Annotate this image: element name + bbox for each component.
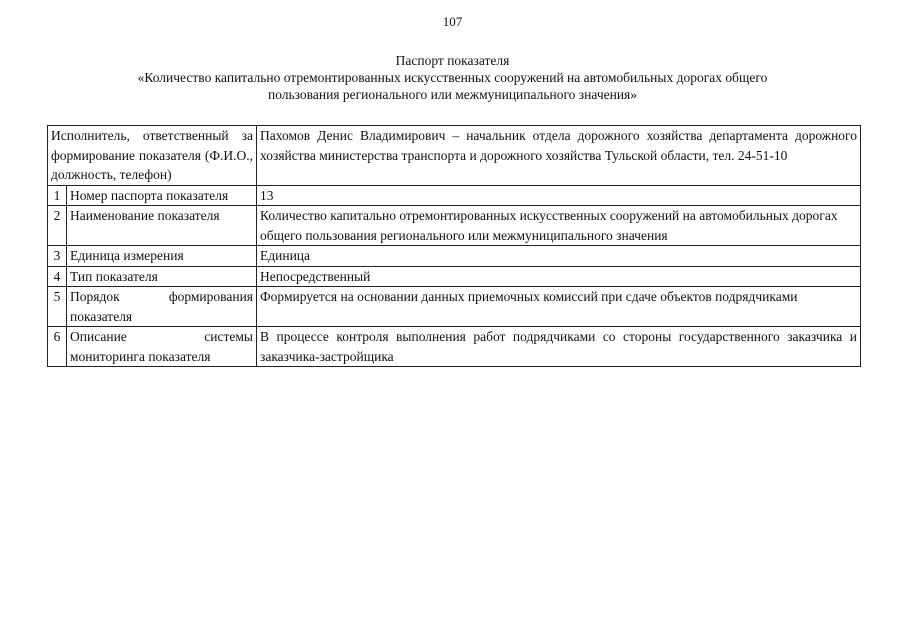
row-number: 1 [48, 185, 67, 206]
responsible-label: Исполнитель, ответственный за формирование показателя (Ф.И.О., должность, телефон) [48, 126, 257, 186]
passport-table [47, 125, 861, 367]
table-row [48, 246, 861, 267]
row-number: 3 [48, 246, 67, 267]
row-label: Тип показателя [67, 266, 257, 287]
row-label: Наименование показателя [67, 206, 257, 246]
table-row [48, 206, 861, 246]
responsible-value: Пахомов Денис Владимирович – начальник отдела дорожного хозяйства департамента дорожного хозяйства министерства транспорта и дорожного хозяйства Тульской области, тел. 24-51-10 [257, 126, 861, 186]
row-label: Единица измерения [67, 246, 257, 267]
row-value: В процессе контроля выполнения работ подрядчиками со стороны государственного заказчика и заказчика-застройщика [257, 327, 861, 367]
row-value: Количество капитально отремонтированных искусственных сооружений на автомобильных дорогах общего пользования регионального или межмуниципального значения [257, 206, 861, 246]
row-value: Единица [257, 246, 861, 267]
document-title [40, 52, 865, 103]
table-row [48, 327, 861, 367]
row-number: 6 [48, 327, 67, 367]
row-number: 5 [48, 287, 67, 327]
row-number: 4 [48, 266, 67, 287]
row-value: Непосредственный [257, 266, 861, 287]
row-label: Порядок формирования показателя [67, 287, 257, 327]
page-number: 107 [442, 14, 463, 29]
row-label: Номер паспорта показателя [67, 185, 257, 206]
row-value: 13 [257, 185, 861, 206]
title-line-3: пользования регионального или межмуниципального значения» [267, 87, 638, 102]
title-line-2: «Количество капитально отремонтированных искусственных сооружений на автомобильных дорогах общего [137, 70, 768, 85]
row-value: Формируется на основании данных приемочных комиссий при сдаче объектов подрядчиками [257, 287, 861, 327]
row-number: 2 [48, 206, 67, 246]
table-row-responsible [48, 126, 861, 186]
row-label: Описание системы мониторинга показателя [67, 327, 257, 367]
title-line-1: Паспорт показателя [395, 53, 510, 68]
table-row [48, 185, 861, 206]
table-row [48, 266, 861, 287]
table-row [48, 287, 861, 327]
